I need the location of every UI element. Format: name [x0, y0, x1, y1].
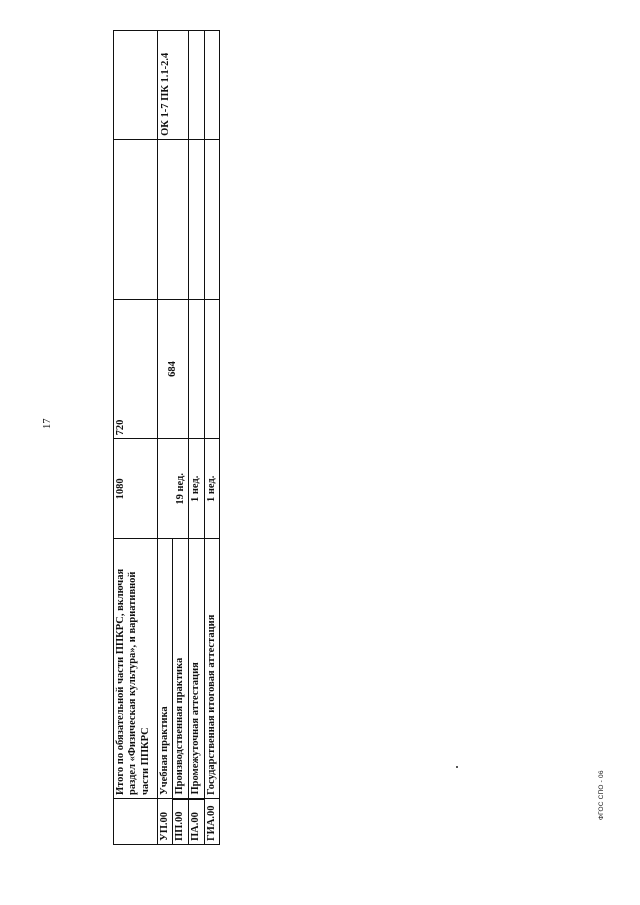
- speck-dot: [456, 766, 458, 768]
- row-max-load: 1 нед.: [189, 439, 204, 539]
- row-hours: [204, 299, 219, 439]
- table-row-gia: [204, 31, 219, 845]
- curriculum-table: [113, 30, 220, 845]
- footer-code: ФГОС СПО - 06: [598, 770, 605, 820]
- row-code: ГИА.00: [204, 799, 219, 845]
- row-hours: 720: [114, 299, 158, 439]
- row-max-load: 19 нед.: [158, 439, 189, 539]
- table-row-up: [158, 31, 173, 845]
- row-discipline: [204, 139, 219, 299]
- curriculum-table-rotated: [113, 30, 219, 845]
- row-max-load: 1080: [114, 439, 158, 539]
- table-row-pa: [189, 31, 204, 845]
- row-discipline: [114, 139, 158, 299]
- row-code: ПА.00: [189, 799, 204, 845]
- table-row-total: [114, 31, 158, 845]
- row-code: УП.00: [158, 799, 173, 845]
- row-hours: 684: [158, 299, 189, 439]
- row-competences: [114, 31, 158, 140]
- page-number: 17: [42, 418, 53, 429]
- row-competences: ОК 1-7 ПК 1.1-2.4: [158, 31, 189, 140]
- row-hours: [189, 299, 204, 439]
- row-name: Итого по обязательной части ППКРС, включая раздел «Физическая культура», и вариативной части ППКРС: [114, 539, 158, 799]
- row-name: Производственная практика: [173, 539, 189, 799]
- row-name: Государственная итоговая аттестация: [204, 539, 219, 799]
- row-max-load: 1 нед.: [204, 439, 219, 539]
- row-name: Промежуточная аттестация: [189, 539, 204, 799]
- row-code: ПП.00: [173, 799, 189, 845]
- row-discipline: [189, 139, 204, 299]
- row-discipline: [158, 139, 189, 299]
- row-competences: [204, 31, 219, 140]
- row-code: [114, 799, 158, 845]
- row-competences: [189, 31, 204, 140]
- row-name: Учебная практика: [158, 539, 173, 799]
